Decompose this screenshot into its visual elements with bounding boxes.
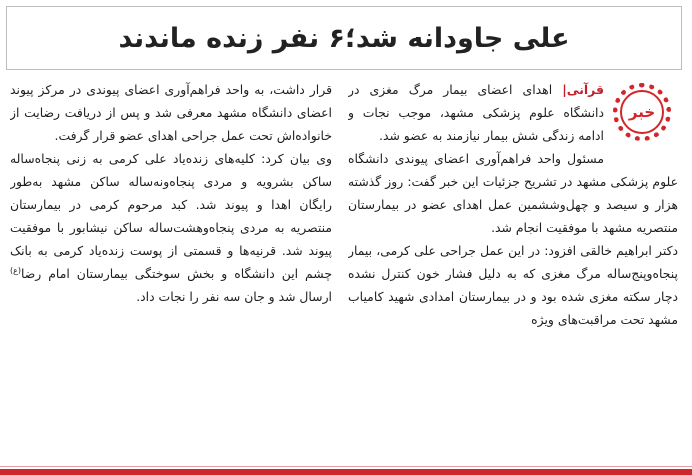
bottom-accent-bar — [0, 469, 692, 475]
news-badge — [612, 82, 678, 148]
right-column — [348, 78, 678, 448]
headline: علی جاودانه شد؛۶ نفر زنده ماندند — [118, 22, 570, 54]
right-paragraph-1-text: اهدای اعضای بیمار مرگ مغزی در دانشگاه علوم پزشکی مشهد، موجب نجات و ادامه زندگی شش بیمار نیازمند به عضو شد. — [348, 82, 604, 143]
left-paragraph-2-superscript: (ع) — [10, 265, 22, 275]
left-paragraph-1: قرار داشت، به واحد فراهم‌آوری اعضای پیوندی در مرکز پیوند اعضای دانشگاه مشهد معرفی شد و پس از دریافت رضایت از خانواده‌اش تحت عمل جراحی اهدای عضو قرار گرفت. — [10, 82, 332, 143]
right-paragraph-3: دکتر ابراهیم خالقی افزود: در این عمل جراحی علی کرمی، بیمار پنجاه‌وپنج‌ساله مرگ مغزی که به دلیل فشار خون کنترل نشده دچار سکته مغزی شده بود و در بیمارستان امدادی شهید کامیاب مشهد تحت مراقبت‌های ویژه — [348, 243, 678, 327]
bottom-rule — [0, 466, 692, 467]
news-badge-dotted-ring — [613, 83, 671, 141]
left-paragraph-2-end: ارسال شد و جان سه نفر را نجات داد. — [136, 289, 332, 304]
right-paragraph-2: مسئول واحد فراهم‌آوری اعضای پیوندی دانشگاه علوم پزشکی مشهد در تشریح جزئیات این خبر گفت: روز گذشته هزار و سیصد و چهل‌وششمین عمل اهدای عضو در بیمارستان منتصریه مشهد با موفقیت انجام شد. — [348, 151, 678, 235]
left-paragraph-2 — [10, 147, 332, 308]
headline-box — [6, 6, 682, 70]
left-column — [10, 78, 332, 448]
news-badge-label: خبر — [620, 90, 664, 134]
source-label: قرآنی| — [562, 82, 604, 97]
article-columns — [10, 78, 678, 448]
left-paragraph-2-text: وی بیان کرد: کلیه‌های زنده‌یاد علی کرمی به زنی پنجاه‌ساله ساکن بشرویه و مردی پنجاه‌ونه‌ساله ساکن مشهد به‌طور رایگان اهدا و پیوند شد. کبد مرحوم کرمی در بیمارستان منتصریه به مردی پنجاه‌وهشت‌ساله ساکن نیشابور با موفقیت پیوند شد. قرنیه‌ها و قسمتی از پوست زنده‌یاد کرمی به بانک چشم این دانشگاه و بخش سوختگی بیمارستان امام رضا — [10, 151, 332, 281]
